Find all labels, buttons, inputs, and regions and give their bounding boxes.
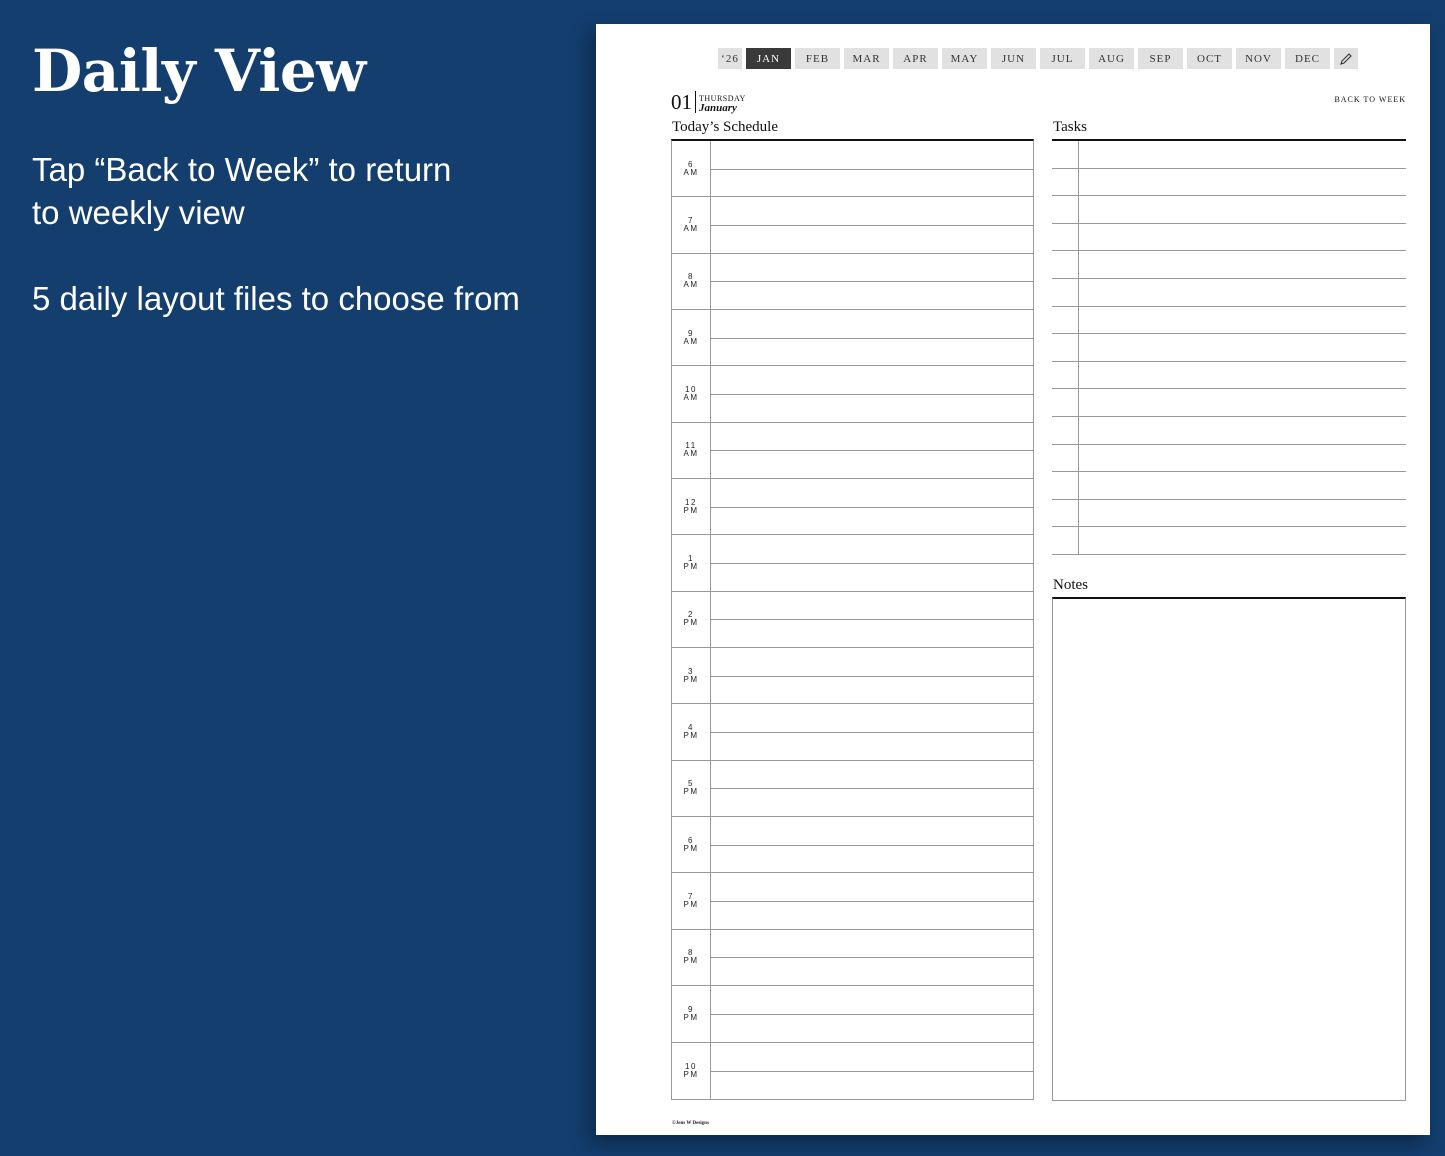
- task-row[interactable]: [1052, 334, 1406, 362]
- hour-label: [672, 761, 711, 816]
- hour-period: AM: [683, 280, 699, 290]
- hour-label: [672, 423, 711, 478]
- task-row[interactable]: [1052, 224, 1406, 252]
- tab-mar[interactable]: MAR: [844, 48, 889, 69]
- schedule-row[interactable]: [672, 817, 1033, 873]
- schedule-row[interactable]: [672, 197, 1033, 253]
- month-tab-bar: [718, 48, 1358, 69]
- half-hour-line: [710, 957, 1033, 958]
- promo-line-3: 5 daily layout files to choose from: [32, 280, 520, 317]
- hour-number: 6: [688, 835, 694, 845]
- hour-label: [672, 986, 711, 1041]
- task-row[interactable]: [1052, 527, 1406, 555]
- half-hour-line: [710, 732, 1033, 733]
- half-hour-line: [710, 225, 1033, 226]
- schedule-row[interactable]: [672, 986, 1033, 1042]
- hour-number: 10: [685, 1061, 697, 1071]
- hour-period: PM: [683, 618, 699, 628]
- tab-year[interactable]: ‘26: [718, 48, 742, 69]
- notes-area[interactable]: [1052, 597, 1406, 1101]
- task-check-column: [1078, 527, 1079, 554]
- hour-number: 3: [688, 666, 694, 676]
- schedule-row[interactable]: [672, 761, 1033, 817]
- schedule-heading: Today’s Schedule: [672, 119, 779, 135]
- promo-line-1: Tap “Back to Week” to return: [32, 151, 452, 188]
- hour-label: [672, 648, 711, 703]
- hour-period: PM: [683, 956, 699, 966]
- schedule-row[interactable]: [672, 1043, 1033, 1099]
- half-hour-line: [710, 507, 1033, 508]
- hour-period: PM: [683, 505, 699, 515]
- schedule-row[interactable]: [672, 535, 1033, 591]
- task-check-column: [1078, 472, 1079, 499]
- schedule-row[interactable]: [672, 704, 1033, 760]
- date-weekday: THURSDAY: [699, 94, 746, 103]
- date-day-number: 01: [671, 91, 696, 113]
- task-check-column: [1078, 417, 1079, 444]
- hour-label: [672, 535, 711, 590]
- hour-label: [672, 817, 711, 872]
- schedule-row[interactable]: [672, 930, 1033, 986]
- hour-period: PM: [683, 562, 699, 572]
- hour-label: [672, 1043, 711, 1099]
- task-row[interactable]: [1052, 169, 1406, 197]
- copyright-text: ©Jens W Designs: [672, 1121, 709, 1126]
- hour-period: PM: [683, 674, 699, 684]
- task-row[interactable]: [1052, 196, 1406, 224]
- hour-label: [672, 141, 711, 196]
- hour-period: AM: [683, 167, 699, 177]
- hour-number: 1: [688, 554, 694, 564]
- hour-number: 8: [688, 948, 694, 958]
- hour-label: [672, 366, 711, 421]
- half-hour-line: [710, 169, 1033, 170]
- hour-label: [672, 197, 711, 252]
- hour-label: [672, 930, 711, 985]
- tasks-heading: Tasks: [1053, 119, 1087, 135]
- schedule-row[interactable]: [672, 141, 1033, 197]
- task-check-column: [1078, 169, 1079, 196]
- half-hour-line: [710, 1071, 1033, 1072]
- task-row[interactable]: [1052, 445, 1406, 473]
- schedule-row[interactable]: [672, 873, 1033, 929]
- schedule-row[interactable]: [672, 479, 1033, 535]
- task-check-column: [1078, 500, 1079, 527]
- task-check-column: [1078, 307, 1079, 334]
- hour-number: 9: [688, 328, 694, 338]
- hour-label: [672, 873, 711, 928]
- date-header: [671, 91, 746, 113]
- hour-number: 10: [685, 385, 697, 395]
- date-month: January: [699, 102, 737, 114]
- tab-aug[interactable]: AUG: [1089, 48, 1134, 69]
- task-row[interactable]: [1052, 251, 1406, 279]
- task-row[interactable]: [1052, 500, 1406, 528]
- hour-period: AM: [683, 336, 699, 346]
- task-check-column: [1078, 445, 1079, 472]
- tab-nov[interactable]: NOV: [1236, 48, 1281, 69]
- tasks-list: [1052, 139, 1406, 555]
- half-hour-line: [710, 788, 1033, 789]
- hour-number: 7: [688, 216, 694, 226]
- half-hour-line: [710, 450, 1033, 451]
- half-hour-line: [710, 338, 1033, 339]
- schedule-row[interactable]: [672, 310, 1033, 366]
- task-check-column: [1078, 224, 1079, 251]
- tab-sep[interactable]: SEP: [1138, 48, 1183, 69]
- half-hour-line: [710, 619, 1033, 620]
- back-to-week-link[interactable]: BACK TO WEEK: [1334, 95, 1406, 104]
- schedule-row[interactable]: [672, 648, 1033, 704]
- task-check-column: [1078, 196, 1079, 223]
- tab-jul[interactable]: JUL: [1040, 48, 1085, 69]
- promo-line-2: to weekly view: [32, 194, 245, 231]
- task-check-column: [1078, 334, 1079, 361]
- task-row[interactable]: [1052, 417, 1406, 445]
- hour-label: [672, 704, 711, 759]
- pencil-icon[interactable]: [1334, 48, 1358, 69]
- tab-jun[interactable]: JUN: [991, 48, 1036, 69]
- task-check-column: [1078, 389, 1079, 416]
- task-row[interactable]: [1052, 141, 1406, 169]
- task-row[interactable]: [1052, 389, 1406, 417]
- hour-label: [672, 254, 711, 309]
- hour-period: PM: [683, 1012, 699, 1022]
- hour-period: AM: [683, 224, 699, 234]
- hour-number: 2: [688, 610, 694, 620]
- hour-number: 9: [688, 1004, 694, 1014]
- task-row[interactable]: [1052, 362, 1406, 390]
- hour-number: 5: [688, 779, 694, 789]
- hour-number: 7: [688, 892, 694, 902]
- task-row[interactable]: [1052, 279, 1406, 307]
- half-hour-line: [710, 901, 1033, 902]
- hour-number: 11: [685, 441, 697, 451]
- schedule-row[interactable]: [672, 254, 1033, 310]
- hour-period: PM: [683, 787, 699, 797]
- hour-period: PM: [683, 900, 699, 910]
- half-hour-line: [710, 563, 1033, 564]
- task-check-column: [1078, 362, 1079, 389]
- hour-period: PM: [683, 1069, 699, 1079]
- tab-apr[interactable]: APR: [893, 48, 938, 69]
- task-row[interactable]: [1052, 307, 1406, 335]
- schedule-row[interactable]: [672, 423, 1033, 479]
- hour-period: PM: [683, 731, 699, 741]
- promo-title: Daily View: [32, 37, 366, 105]
- schedule-row[interactable]: [672, 592, 1033, 648]
- hour-number: 4: [688, 723, 694, 733]
- planner-page: [596, 24, 1430, 1135]
- schedule-row[interactable]: [672, 366, 1033, 422]
- hour-label: [672, 310, 711, 365]
- hour-number: 6: [688, 159, 694, 169]
- schedule-grid: [671, 139, 1034, 1100]
- half-hour-line: [710, 845, 1033, 846]
- hour-label: [672, 479, 711, 534]
- hour-number: 8: [688, 272, 694, 282]
- hour-period: PM: [683, 843, 699, 853]
- hour-period: AM: [683, 449, 699, 459]
- task-check-column: [1078, 279, 1079, 306]
- half-hour-line: [710, 676, 1033, 677]
- tab-may[interactable]: MAY: [942, 48, 987, 69]
- hour-number: 12: [685, 497, 697, 507]
- tab-dec[interactable]: DEC: [1285, 48, 1330, 69]
- half-hour-line: [710, 281, 1033, 282]
- hour-label: [672, 592, 711, 647]
- tab-oct[interactable]: OCT: [1187, 48, 1232, 69]
- tab-feb[interactable]: FEB: [795, 48, 840, 69]
- half-hour-line: [710, 394, 1033, 395]
- task-check-column: [1078, 141, 1079, 168]
- half-hour-line: [710, 1014, 1033, 1015]
- notes-heading: Notes: [1053, 577, 1088, 593]
- tab-jan[interactable]: JAN: [746, 48, 791, 69]
- task-check-column: [1078, 251, 1079, 278]
- task-row[interactable]: [1052, 472, 1406, 500]
- hour-period: AM: [683, 393, 699, 403]
